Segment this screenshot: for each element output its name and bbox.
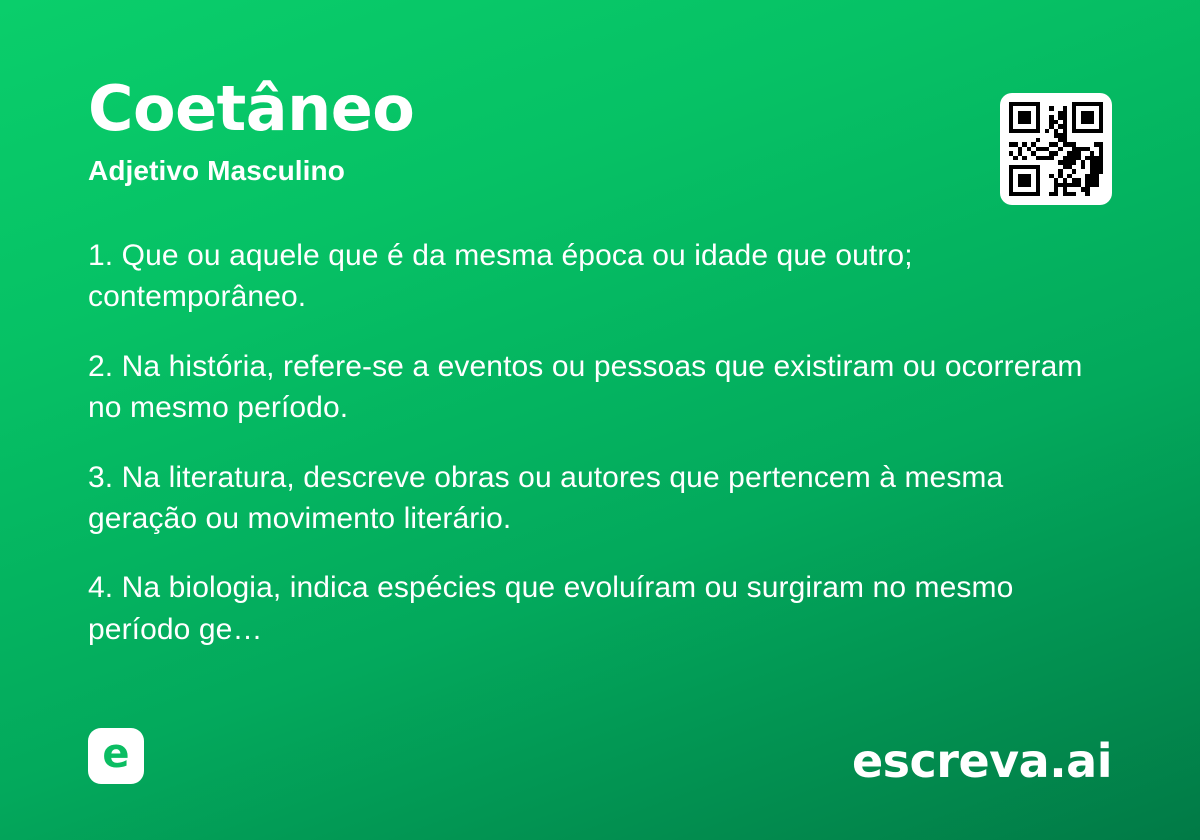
avatar [88, 728, 144, 784]
qr-code-matrix [1009, 102, 1103, 196]
definition-item: 1. Que ou aquele que é da mesma época ou idade que outro; contemporâneo. [88, 239, 913, 314]
qr-code-icon[interactable] [1000, 93, 1112, 205]
brand-wordmark: escreva.ai [851, 734, 1112, 788]
definition-item: 3. Na literatura, descreve obras ou autores que pertencem à mesma geração ou movimento literário. [88, 460, 1004, 536]
card-content [88, 72, 1112, 650]
logo-letter: e [102, 731, 130, 777]
definition-item: 2. Na história, refere-se a eventos ou pessoas que existiram ou ocorreram no mesmo período. [88, 349, 1083, 425]
word-class-label: Adjetivo Masculino [88, 155, 345, 187]
definition-item: 4. Na biologia, indica espécies que evoluíram ou surgiram no mesmo período ge… [88, 571, 1014, 646]
definition-list [88, 235, 1088, 650]
page-title: Coetâneo [88, 72, 415, 145]
